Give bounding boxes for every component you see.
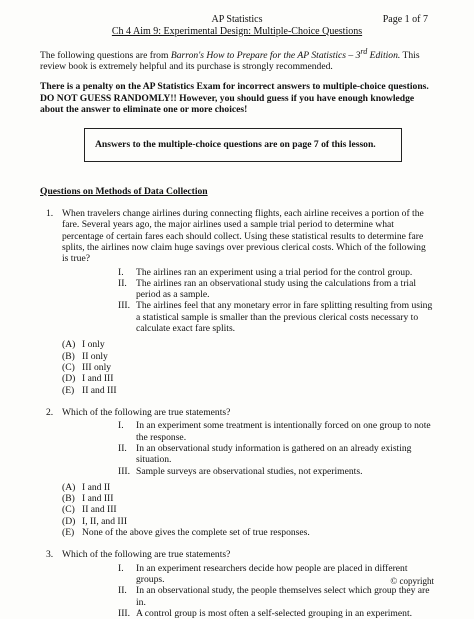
statement <box>118 278 434 301</box>
statement <box>118 608 434 619</box>
statement-numeral: I. <box>118 266 124 278</box>
choice <box>62 351 434 362</box>
intro-text-a: The following questions are from <box>40 49 171 61</box>
statement <box>118 300 434 334</box>
copyright-notice: © copyright <box>390 576 434 586</box>
statement-numeral: II. <box>118 585 127 597</box>
question-text: Which of the following are true statements? <box>62 549 231 561</box>
statement-text: In an experiment some treatment is intentionally forced on one group to note the response. <box>136 420 431 443</box>
question-number: 2. <box>46 406 54 418</box>
choice-text: None of the above gives the complete set of true responses. <box>82 527 310 539</box>
question-text: When travelers change airlines during connecting flights, each airline receives a portion of the fare. Several years ago, the major airlines used a sample trial period to determine what percentage of certain fares each should collect. Using these statistical results to determine fare splits, the airlines now claim huge savings over previous clerical costs. Which of the following is true? <box>62 207 426 265</box>
statement-text: The airlines feel that any monetary error in fare splitting resulting from using a statistical sample is smaller than the previous clerical costs necessary to calculate exact fare splits. <box>136 300 433 335</box>
choice-letter: (A) <box>62 481 76 493</box>
question-1 <box>40 208 434 396</box>
statement-text: Sample surveys are observational studies, not experiments. <box>136 465 363 477</box>
choice <box>62 516 434 527</box>
choice <box>62 527 434 538</box>
statement-text: In an observational study, the people themselves select which group they are in. <box>136 585 430 608</box>
choice-text: I, II, and III <box>82 515 128 527</box>
statement-numeral: I. <box>118 420 124 432</box>
choice-letter: (D) <box>62 515 76 527</box>
statement <box>118 466 434 477</box>
statement <box>118 443 434 466</box>
statement-text: The airlines ran an observational study using the calculations from a trial period as a sample. <box>136 277 416 301</box>
choice-text: II and III <box>82 504 117 516</box>
intro-paragraph <box>40 47 434 73</box>
statement-numeral: III. <box>118 465 130 477</box>
choice-text: II only <box>82 350 108 362</box>
choice-letter: (D) <box>62 373 76 385</box>
choice <box>62 362 434 373</box>
statement <box>118 585 434 608</box>
choice <box>62 385 434 396</box>
statement-list <box>118 563 434 619</box>
statement <box>118 267 434 278</box>
course-name: AP Statistics <box>211 14 263 25</box>
choice <box>62 339 434 350</box>
statement-numeral: II. <box>118 442 127 454</box>
question-3 <box>40 549 434 619</box>
book-title-text: Barron's How to Prepare for the AP Statistics – 3 <box>170 49 361 61</box>
statement-text: In an experiment researchers decide how people are placed in different groups. <box>136 562 408 586</box>
choice-list <box>62 339 434 396</box>
statement-text: The airlines ran an experiment using a trial period for the control group. <box>136 266 413 278</box>
statement-text: A control group is most often a self-selected grouping in an experiment. <box>136 607 413 619</box>
choice-text: III only <box>82 362 112 374</box>
choice-letter: (E) <box>62 527 75 539</box>
choice-letter: (A) <box>62 339 76 351</box>
choice <box>62 504 434 515</box>
statement <box>118 563 434 586</box>
choice-text: I and III <box>82 493 114 505</box>
edition-text: Edition. <box>367 49 401 61</box>
choice-letter: (B) <box>62 350 75 362</box>
guessing-warning: There is a penalty on the AP Statistics Exam for incorrect answers to multiple-choice questions. DO NOT GUESS RANDOMLY!! However, you should guess if you have enough knowledge about the answer to eliminate one or more choices! <box>40 81 429 116</box>
statement-list <box>118 420 434 477</box>
statement-numeral: III. <box>118 300 130 312</box>
statement-numeral: III. <box>118 607 130 619</box>
answers-note-box: Answers to the multiple-choice questions are on page 7 of this lesson. <box>84 128 402 161</box>
page-header <box>40 14 434 38</box>
question-2 <box>40 407 434 538</box>
page-title: Ch 4 Aim 9: Experimental Design: Multiple-Choice Questions <box>111 25 363 37</box>
choice-text: I and II <box>82 481 111 493</box>
choice-letter: (B) <box>62 493 75 505</box>
statement-list <box>118 267 434 335</box>
question-text: Which of the following are true statements? <box>62 406 231 418</box>
choice-text: I and III <box>82 373 114 385</box>
statement-text: In an observational study information is gathered on an already existing situation. <box>136 442 412 466</box>
question-number: 1. <box>46 207 54 219</box>
choice <box>62 373 434 384</box>
choice-letter: (C) <box>62 362 75 374</box>
intro-text-b: This review book is extremely helpful and its purchase is strongly recommended. <box>40 49 420 73</box>
section-title: Questions on Methods of Data Collection <box>40 185 208 197</box>
edition-superscript: rd <box>360 46 368 56</box>
statement-numeral: II. <box>118 277 127 289</box>
page-number: Page 1 of 7 <box>382 14 428 25</box>
book-title <box>170 46 401 61</box>
question-number: 3. <box>46 549 54 561</box>
choice-list <box>62 482 434 539</box>
choice-text: I only <box>82 339 105 351</box>
statement-numeral: I. <box>118 562 124 574</box>
choice-text: II and III <box>82 384 117 396</box>
choice <box>62 482 434 493</box>
choice-letter: (C) <box>62 504 75 516</box>
choice <box>62 493 434 504</box>
choice-letter: (E) <box>62 384 75 396</box>
statement <box>118 420 434 443</box>
